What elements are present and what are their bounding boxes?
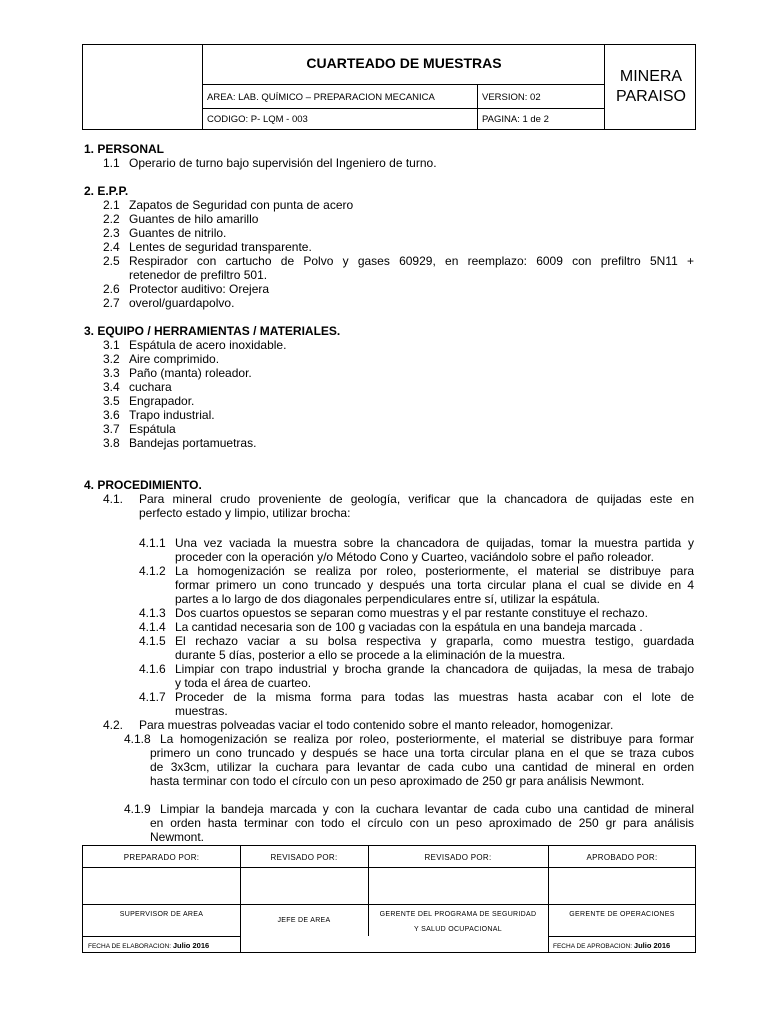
list-item-text: Respirador con cartucho de Polvo y gases 60929, en reemplazo: 6009 con prefiltro 5N11 +: [129, 254, 694, 268]
paragraph-text: Una vez vaciada la muestra sobre la chancadora de quijadas, tomar la muestra partida y: [175, 536, 694, 550]
paragraph-number: 4.1.8: [124, 732, 151, 746]
paragraph-number: 4.1.7: [139, 690, 166, 704]
table-divider: [83, 867, 695, 868]
paragraph-text: y toda el área de cuarteo.: [175, 676, 312, 690]
area-label: AREA: LAB. QUÍMICO – PREPARACION MECANICA: [207, 92, 435, 103]
section-title: 2. E.P.P.: [84, 184, 129, 198]
paragraph-number: 4.1.5: [139, 634, 166, 648]
gerente-seguridad-label: GERENTE DEL PROGRAMA DE SEGURIDAD: [379, 911, 537, 918]
paragraph-text: Dos cuartos opuestos se separan como muestras y el par restante constituye el rechazo.: [175, 606, 648, 620]
gerente-operaciones-label: GERENTE DE OPERACIONES: [569, 911, 675, 918]
table-divider: [240, 846, 241, 953]
paragraph-text: en orden hasta terminar con todo el círculo con un peso aproximado de 250 gr para análisis: [150, 816, 694, 830]
paragraph-number: 4.1.6: [139, 662, 166, 676]
paragraph-text: Newmont.: [150, 830, 205, 844]
section-title: 1. PERSONAL: [84, 142, 165, 156]
paragraph-text: La cantidad necesaria son de 100 g vaciadas con la espátula en una bandeja marcada .: [175, 620, 643, 634]
section-title: 4. PROCEDIMIENTO.: [84, 478, 202, 492]
list-item: 2.6 Protector auditivo: Orejera: [103, 282, 270, 296]
paragraph-number: 4.2.: [103, 718, 124, 732]
paragraph-number: 4.1.9: [124, 802, 151, 816]
jefe-label: JEFE DE AREA: [277, 917, 331, 924]
pagina-label: PAGINA: 1 de 2: [482, 114, 549, 125]
list-item: 2.7 overol/guardapolvo.: [103, 296, 235, 310]
document-title: CUARTEADO DE MUESTRAS: [306, 55, 502, 71]
list-item: 1.1 Operario de turno bajo supervisión del Ingeniero de turno.: [103, 156, 437, 170]
paragraph-text: Para mineral crudo proveniente de geología, verificar que la chancadora de quijadas este en: [139, 492, 694, 506]
paragraph-text: La homogenización se realiza por roleo, posteriormente, el material se distribuye para formar: [160, 732, 694, 746]
list-item: 3.7 Espátula: [103, 422, 176, 436]
paragraph-number: 4.1.3: [139, 606, 166, 620]
table-divider: [83, 904, 695, 905]
list-item-text: retenedor de prefiltro 501.: [129, 268, 268, 282]
codigo-label: CODIGO: P- LQM - 003: [207, 114, 308, 125]
aprobado-header: APROBADO POR:: [586, 853, 658, 862]
paragraph-text: Limpiar con trapo industrial y brocha grande la chancadora de quijadas, la mesa de trabajo: [175, 662, 694, 676]
company-line-1: MINERA: [619, 68, 683, 85]
list-item: 3.1 Espátula de acero inoxidable.: [103, 338, 287, 352]
gerente-seguridad-label-2: Y SALUD OCUPACIONAL: [414, 926, 502, 933]
paragraph-text: El rechazo vaciar a su bolsa respectiva y graparla, como muestra testigo, guardada: [175, 634, 694, 648]
company-line-2: PARAISO: [616, 88, 686, 105]
header-divider: [477, 85, 478, 129]
list-item: 3.6 Trapo industrial.: [103, 408, 215, 422]
paragraph-number: 4.1.2: [139, 564, 166, 578]
paragraph-number: 4.1.1: [139, 536, 166, 550]
company-name: [605, 67, 697, 107]
list-item-number: 2.5: [103, 254, 120, 268]
revisado-header: REVISADO POR:: [270, 853, 338, 862]
paragraph-text: durante 5 días, posterior a ello se procede a la eliminación de la muestra.: [175, 648, 566, 662]
header-table: [82, 44, 696, 130]
fecha-aprobacion: FECHA DE APROBACION: Julio 2016: [553, 941, 671, 950]
paragraph-text: de 3x3cm, utilizar la cuchara para levantar de cada cubo una cantidad de mineral en orden: [150, 760, 694, 774]
paragraph-text: proceder con la operación y/o Método Cono y Cuarteo, vaciándolo sobre el paño roleador.: [175, 550, 654, 564]
paragraph-text: primero un cono truncado y después se hace una torta circular plana en el que se traza cubos: [150, 746, 694, 760]
paragraph-text: muestras.: [175, 704, 228, 718]
section-title: 3. EQUIPO / HERRAMIENTAS / MATERIALES.: [84, 324, 341, 338]
list-item: 3.4 cuchara: [103, 380, 172, 394]
table-divider: [548, 936, 695, 937]
paragraph-text: La homogenización se realiza por roleo, posteriormente, el material se distribuye para: [175, 564, 694, 578]
fecha-elaboracion: FECHA DE ELABORACION: Julio 2016: [88, 941, 210, 950]
paragraph-text: Proceder de la misma forma para todas las muestras hasta acabar con el lote de: [175, 690, 694, 704]
paragraph-text: Limpiar la bandeja marcada y con la cuchara levantar de cada cubo una cantidad de mineral: [160, 802, 694, 816]
list-item: 3.3 Paño (manta) roleador.: [103, 366, 252, 380]
paragraph-text: Para muestras polveadas vaciar el todo contenido sobre el manto releador, homogenizar.: [139, 718, 614, 732]
version-label: VERSION: 02: [482, 92, 541, 103]
paragraph-number: 4.1.: [103, 492, 124, 506]
table-divider: [548, 846, 549, 953]
list-item: 3.8 Bandejas portamuetras.: [103, 436, 257, 450]
list-item: 2.1 Zapatos de Seguridad con punta de acero: [103, 198, 354, 212]
preparado-header: PREPARADO POR:: [123, 853, 200, 862]
header-divider: [202, 84, 604, 85]
list-item: 3.5 Engrapador.: [103, 394, 195, 408]
list-item: 2.4 Lentes de seguridad transparente.: [103, 240, 312, 254]
paragraph-number: 4.1.4: [139, 620, 166, 634]
revisado-header: REVISADO POR:: [424, 853, 492, 862]
table-divider: [83, 936, 240, 937]
signature-table: [82, 845, 696, 953]
header-divider: [202, 108, 604, 109]
paragraph-text: hasta terminar con todo el círculo con un peso aproximado de 250 gr para análisis Newmont.: [150, 774, 645, 788]
paragraph-text: partes a lo largo de dos diagonales perpendiculares entre sí, utilizar la espátula.: [175, 592, 600, 606]
list-item: 2.2 Guantes de hilo amarillo: [103, 212, 259, 226]
paragraph-text: formar primero un cono truncado y después una torta circular plana el cual se divide en 4: [175, 578, 694, 592]
list-item: 3.2 Aire comprimido.: [103, 352, 220, 366]
paragraph-text: perfecto estado y limpio, utilizar brocha:: [139, 506, 351, 520]
supervisor-label: SUPERVISOR DE AREA: [119, 911, 204, 918]
list-item: 2.3 Guantes de nitrilo.: [103, 226, 227, 240]
